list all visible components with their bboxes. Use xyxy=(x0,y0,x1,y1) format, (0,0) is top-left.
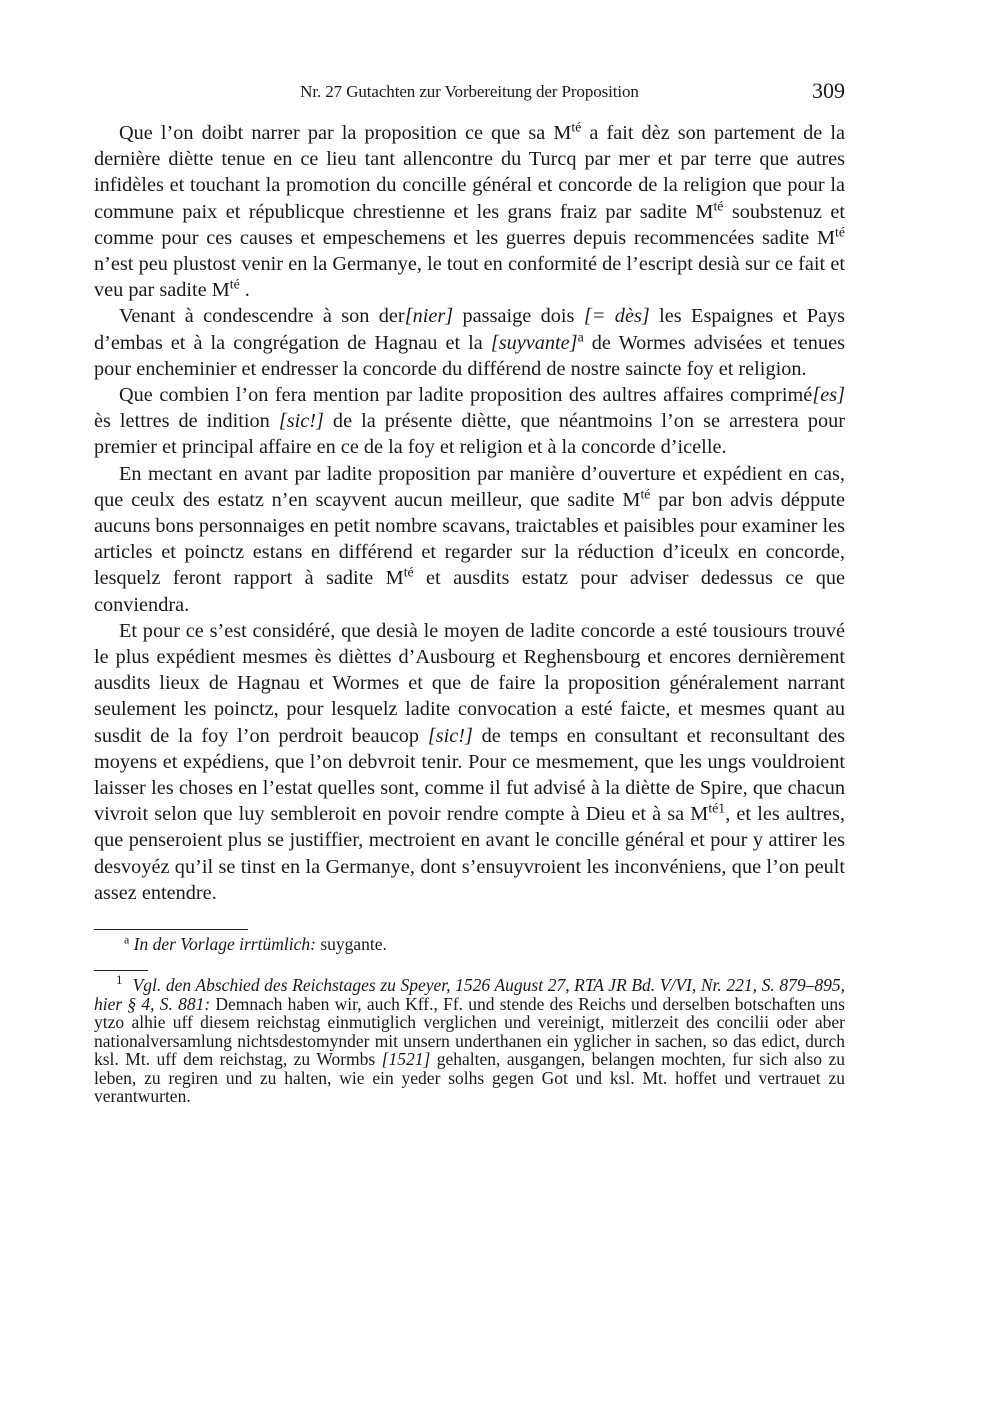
footnote-italic-date: [1521] xyxy=(381,1049,431,1070)
footnote-divider-historical xyxy=(94,970,148,971)
text-run: par bon advis déppute aucuns bons personnaiges en petit nombre scavans, traictables et paisibles pour examiner les articles et poinctz estans en différend et regarder sur la réduction d’iceulx en concorde, lesquelz feront rapport à sadite M xyxy=(94,488,845,590)
footnote-italic: Vgl. den Abschied des Reichstages zu Speyer, 1526 August 27, RTA JR Bd. V/VI, Nr. 221, S. 879–895, hier § 4, S. 881: xyxy=(94,975,845,1014)
paragraph xyxy=(94,382,845,461)
paragraph xyxy=(94,120,845,303)
footnote-italic: In der Vorlage irrtümlich: xyxy=(133,934,316,955)
main-text xyxy=(94,120,845,906)
text-run: de temps en consultant et reconsultant des moyens et expédiens, que l’on debvroit tenir. Pour ce mesmement, que les ungs vouldroient laisser les choses en l’estat quelles sont, comme il fut advisé à la diètte de Spire, que chacun vivroit selon que luy sembleroit en povoir rendre compte à Dieu et à sa M xyxy=(94,724,845,826)
footnote-text: suygante. xyxy=(315,934,387,955)
text-run: a fait dèz son partement de la dernière diètte tenue en ce lieu tant allencontre du Turcq par mer et par terre que autres infidèles et touchant la promotion du concille général et concorde de la religion que pour la commune paix et républicque chrestienne et les grans fraiz par sadite M xyxy=(94,122,845,223)
superscript: a xyxy=(577,329,584,345)
footnote-marker: 1 xyxy=(116,971,123,987)
superscript: té xyxy=(713,198,724,214)
text-run: de la présente diètte, que néantmoins l’on se arrestera pour premier et principal affaire en ce de la foy et religion et à la concorde d’icelle. xyxy=(94,410,845,459)
paragraph xyxy=(94,461,845,618)
editorial-insertion: [es] xyxy=(812,384,845,407)
superscript: té xyxy=(640,486,651,502)
running-head xyxy=(94,78,845,108)
running-title: Nr. 27 Gutachten zur Vorbereitung der Proposition xyxy=(300,82,639,101)
footnote-text: Demnach haben wir, auch Kff., Ff. und stende des Reichs und derselben botschaften uns ytzo alhie uff diesem reichstag einmutiglich verglichen und vereinigt, mitlerzeit des concilii oder aber nationalversamlung nichtsdestomynder mit unsern underthanen ein yglicher in sachen, so das edict, durch ksl. Mt. uff dem reichstag, zu Wormbs xyxy=(94,993,845,1070)
footnote-text: gehalten, ausgangen, belangen mochten, fur sich also zu leben, zu regiren und zu halten, wie ein yeder solhs gegen Got und ksl. Mt. hoffet und vertrauet zu verantwurten. xyxy=(94,1049,845,1107)
text-run: n’est peu plustost venir en la Germanye, le tout en conformité de l’escript desià sur ce fait et veu par sadite M xyxy=(94,253,845,302)
text-run: , et les aultres, que penseroient plus se justiffier, mectroient en avant le concille général et pour y attirer les desvoyéz qu’il se tinst en la Germanye, dont s’ensuyvroient les inconvéniens, que l’on peult assez entendre. xyxy=(94,803,845,904)
text-run: et ausdits estatz pour adviser dedessus ce que conviendra. xyxy=(94,567,845,616)
editorial-insertion: [sic!] xyxy=(427,724,473,747)
text-run: ès lettres de indition xyxy=(94,410,279,433)
text-run: Que l’on doibt narrer par la proposition ce que sa M xyxy=(119,122,572,144)
superscript: té xyxy=(229,276,240,292)
editorial-insertion: [sic!] xyxy=(278,410,324,433)
text-run: Que combien l’on fera mention par ladite proposition des aultres affaires comprimé xyxy=(119,384,813,407)
superscript: té xyxy=(403,564,414,580)
footnote-textual-a xyxy=(94,932,845,956)
text-run: Venant à condescendre à son der xyxy=(119,305,405,328)
footnote-divider-textual xyxy=(94,929,248,930)
text-run: soubstenuz et comme pour ces causes et empeschemens et les guerres depuis recommencées sadite M xyxy=(94,200,845,249)
footnote-marker: a xyxy=(124,932,130,947)
paragraph xyxy=(94,303,845,382)
editorial-insertion: [suyvante] xyxy=(490,331,578,354)
text-run: de Wormes advisées et tenues pour encheminier et endresser la concorde du différend de nostre saincte foy et religion. xyxy=(94,331,845,380)
superscript: té xyxy=(571,119,582,135)
text-run: les Espaignes et Pays d’embas et à la congrégation de Hagnau et la xyxy=(94,305,846,354)
page-number: 309 xyxy=(812,78,845,103)
editorial-insertion: [nier] xyxy=(404,305,454,328)
paragraph xyxy=(94,618,845,906)
superscript: té1 xyxy=(708,800,726,816)
superscript: té xyxy=(835,224,845,240)
text-run: passaige dois xyxy=(453,305,584,328)
editorial-insertion: [= dès] xyxy=(583,305,650,328)
text-run: . xyxy=(239,279,250,302)
document-page xyxy=(94,78,845,1106)
footnote-historical-1 xyxy=(94,971,845,1107)
text-run: Et pour ce s’est considéré, que desià le moyen de ladite concorde a esté tousiours trouvé le plus expédient mesmes ès dièttes d’Ausbourg et Reghensbourg et encores dernièrement ausdits lieux de Hagnau et Wormes et que de faire la proposition généralement narrant seulement les poinctz, pour lesquelz ladite convocation a esté faicte, et mesmes quant au susdit de la foy l’on perdroit beaucop xyxy=(94,619,845,747)
text-run: En mectant en avant par ladite proposition par manière d’ouverture et expédient en cas, que ceulx des estatz n’en scayvent aucun meilleur, que sadite M xyxy=(94,462,845,511)
